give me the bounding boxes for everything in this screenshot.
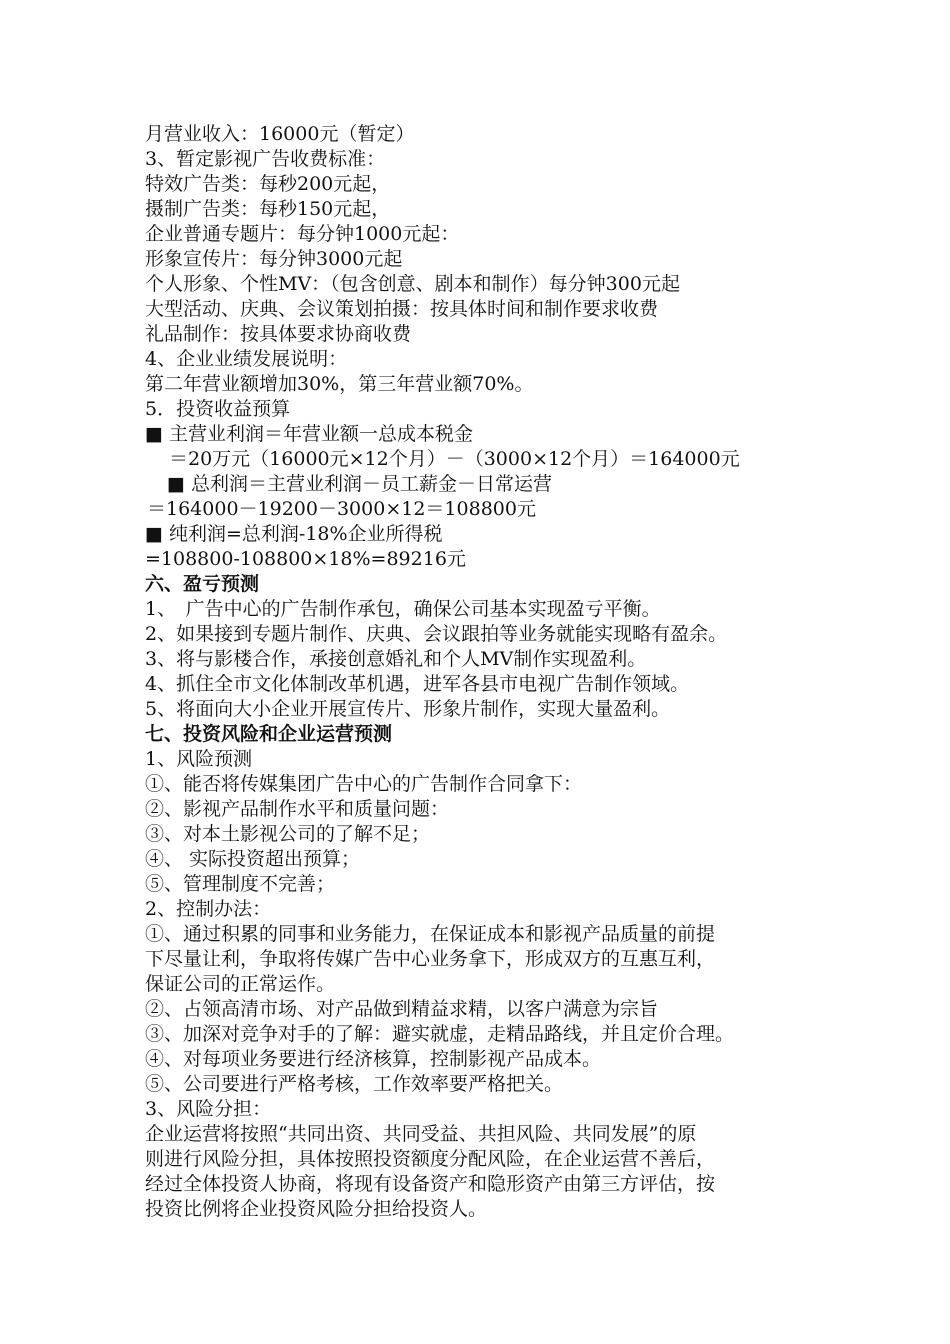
profit-line: ■ 总利润＝主营业利润－员工薪金－日常运营 — [167, 473, 552, 495]
profit-line: ＝20万元（16000元×12个月）－（3000×12个月）＝164000元 — [169, 448, 740, 470]
subsection-heading: 3、风险分担： — [145, 1098, 272, 1120]
paragraph-line: 保证公司的正常运作。 — [145, 973, 336, 995]
pricing-line: 礼品制作：按具体要求协商收费 — [145, 323, 412, 345]
list-item: ④、 实际投资超出预算； — [145, 848, 361, 870]
list-item: ⑤、管理制度不完善； — [145, 873, 336, 895]
paragraph-line: ①、通过积累的同事和业务能力，在保证成本和影视产品质量的前提 — [145, 923, 716, 945]
paragraph-line: 经过全体投资人协商，将现有设备资产和隐形资产由第三方评估，按 — [145, 1173, 716, 1195]
pricing-line: 个人形象、个性MV：（包含创意、剧本和制作）每分钟300元起 — [145, 273, 680, 295]
profit-line: ■ 纯利润=总利润-18%企业所得税 — [145, 523, 443, 545]
list-item: 4、抓住全市文化体制改革机遇，进军各县市电视广告制作领域。 — [145, 673, 690, 695]
pricing-line: 大型活动、庆典、会议策划拍摄：按具体时间和制作要求收费 — [145, 298, 659, 320]
performance-line: 第二年营业额增加30%，第三年营业额70%。 — [145, 373, 534, 395]
list-item: 2、如果接到专题片制作、庆典、会议跟拍等业务就能实现略有盈余。 — [145, 623, 728, 645]
list-item: ③、加深对竞争对手的了解：避实就虚，走精品路线，并且定价合理。 — [145, 1023, 735, 1045]
list-item: ②、占领高清市场、对产品做到精益求精，以客户满意为宗旨 — [145, 998, 659, 1020]
document-page — [145, 122, 815, 1222]
list-item: ①、能否将传媒集团广告中心的广告制作合同拿下： — [145, 773, 583, 795]
pricing-line: 企业普通专题片：每分钟1000元起： — [145, 223, 460, 245]
paragraph-line: 下尽量让利，争取将传媒广告中心业务拿下，形成双方的互惠互利， — [145, 948, 716, 970]
subsection-heading: 1、风险预测 — [145, 748, 253, 770]
paragraph-line: 投资比例将企业投资风险分担给投资人。 — [145, 1198, 488, 1220]
monthly-revenue-line: 月营业收入：16000元（暂定） — [145, 123, 415, 145]
pricing-heading: 3、暂定影视广告收费标准： — [145, 148, 386, 170]
paragraph-line: 则进行风险分担，具体按照投资额度分配风险，在企业运营不善后， — [145, 1148, 716, 1170]
pricing-line: 形象宣传片：每分钟3000元起 — [145, 248, 403, 270]
section-heading: 六、盈亏预测 — [145, 573, 260, 595]
profit-line: ＝164000－19200－3000×12＝108800元 — [147, 498, 536, 520]
list-item: ④、对每项业务要进行经济核算，控制影视产品成本。 — [145, 1048, 602, 1070]
paragraph-line: 企业运营将按照“共同出资、共同受益、共担风险、共同发展”的原 — [145, 1123, 697, 1145]
investment-heading: 5．投资收益预算 — [145, 398, 291, 420]
list-item: ③、对本土影视公司的了解不足； — [145, 823, 431, 845]
pricing-line: 摄制广告类：每秒150元起， — [145, 198, 391, 220]
list-item: 3、将与影楼合作，承接创意婚礼和个人MV制作实现盈利。 — [145, 648, 647, 670]
list-item: ⑤、公司要进行严格考核，工作效率要严格把关。 — [145, 1073, 564, 1095]
performance-heading: 4、企业业绩发展说明： — [145, 348, 348, 370]
subsection-heading: 2、控制办法： — [145, 898, 272, 920]
profit-line: =108800-108800×18%=89216元 — [145, 548, 466, 570]
pricing-line: 特效广告类：每秒200元起， — [145, 173, 391, 195]
section-heading: 七、投资风险和企业运营预测 — [145, 723, 393, 745]
list-item: 1、 广告中心的广告制作承包，确保公司基本实现盈亏平衡。 — [145, 598, 661, 620]
profit-line: ■ 主营业利润＝年营业额一总成本税金 — [145, 423, 473, 445]
list-item: ②、影视产品制作水平和质量问题： — [145, 798, 450, 820]
list-item: 5、将面向大小企业开展宣传片、形象片制作，实现大量盈利。 — [145, 698, 671, 720]
